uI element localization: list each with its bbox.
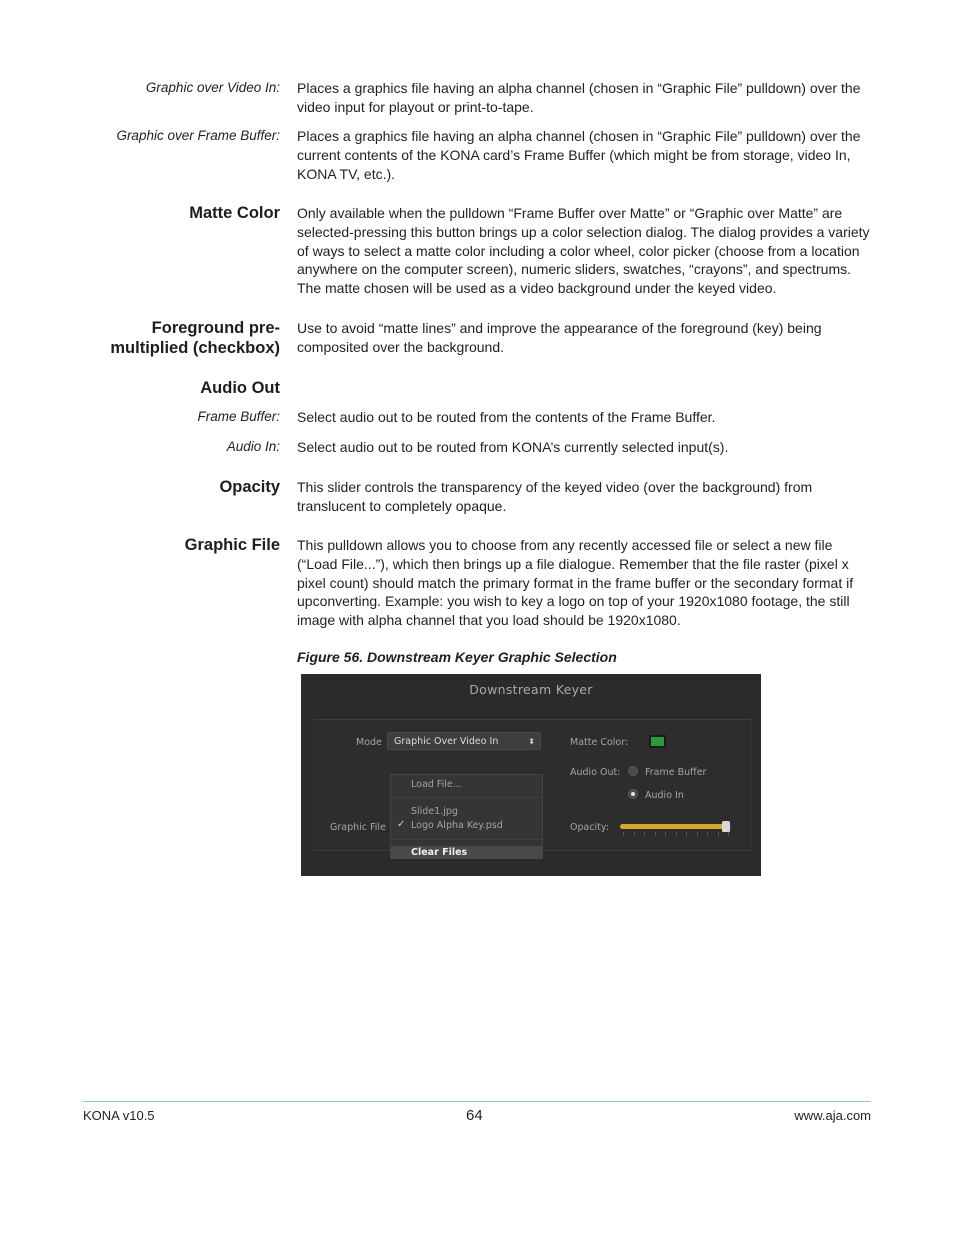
panel-title: Downstream Keyer bbox=[469, 682, 593, 697]
mode-value: Graphic Over Video In bbox=[394, 736, 499, 747]
opacity-slider-fill bbox=[620, 824, 726, 829]
graphic-file-menu bbox=[390, 774, 543, 859]
entry-text: Select audio out to be routed from KONA’s currently selected input(s). bbox=[297, 439, 729, 455]
page-number: 64 bbox=[466, 1107, 483, 1124]
slider-tick bbox=[697, 832, 698, 836]
downstream-keyer-screenshot bbox=[301, 674, 761, 876]
matte-color-label: Matte Color: bbox=[570, 737, 629, 748]
entry-heading: Audio Out bbox=[200, 379, 280, 397]
entry-heading: Matte Color bbox=[189, 204, 280, 222]
menu-separator bbox=[391, 839, 542, 840]
footer-website[interactable]: www.aja.com bbox=[794, 1108, 871, 1123]
select-arrows-icon: ⬍ bbox=[528, 737, 535, 746]
entry-label: Frame Buffer: bbox=[197, 409, 280, 424]
entry-text: Select audio out to be routed from the contents of the Frame Buffer. bbox=[297, 409, 716, 425]
radio-audio-in-label: Audio In bbox=[645, 790, 684, 801]
opacity-label: Opacity: bbox=[570, 822, 610, 833]
menu-separator bbox=[391, 797, 542, 798]
mode-label: Mode bbox=[356, 737, 382, 748]
opacity-slider-ticks bbox=[623, 832, 731, 836]
slider-tick bbox=[634, 832, 635, 836]
checkmark-icon: ✓ bbox=[397, 819, 406, 830]
entry-label: Audio In: bbox=[226, 439, 280, 454]
entry-heading bbox=[110, 318, 280, 358]
audio-out-label: Audio Out: bbox=[570, 767, 621, 778]
slider-tick bbox=[655, 832, 656, 836]
footer-rule bbox=[83, 1101, 871, 1102]
slider-tick bbox=[644, 832, 645, 836]
entry-heading-line-1: Foreground pre- bbox=[151, 319, 280, 337]
radio-audio-in[interactable] bbox=[628, 789, 638, 799]
slider-tick bbox=[707, 832, 708, 836]
figure-caption: Figure 56. Downstream Keyer Graphic Selection bbox=[297, 649, 617, 665]
entry-heading-line-2: multiplied (checkbox) bbox=[110, 339, 280, 357]
matte-color-swatch[interactable] bbox=[649, 735, 666, 748]
menu-item-load-file[interactable]: Load File... bbox=[411, 779, 462, 790]
slider-tick bbox=[728, 832, 729, 836]
entry-text: Only available when the pulldown “Frame Buffer over Matte” or “Graphic over Matte” are selected-pressing this button brings up a color selection dialog. The dialog provides a variety of ways to select a matte color including a color wheel, color picker (choose from a location anywhere on the computer screen), numeric sliders, swatches, “crayons”, and spectrums. The matte chosen will be used as a video background under the keyed video. bbox=[297, 205, 870, 297]
menu-item-file[interactable]: Slide1.jpg bbox=[411, 806, 458, 817]
slider-tick bbox=[623, 832, 624, 836]
radio-frame-buffer-label: Frame Buffer bbox=[645, 767, 707, 778]
entry-heading: Opacity bbox=[219, 478, 280, 496]
slider-tick bbox=[676, 832, 677, 836]
menu-item-file[interactable]: Logo Alpha Key.psd bbox=[411, 820, 503, 831]
entry-text: This slider controls the transparency of the keyed video (over the background) from translucent to completely opaque. bbox=[297, 479, 813, 514]
menu-item-clear-files-label: Clear Files bbox=[411, 847, 468, 858]
opacity-slider-thumb[interactable] bbox=[722, 821, 730, 832]
entry-label: Graphic over Video In: bbox=[145, 80, 280, 95]
slider-tick bbox=[686, 832, 687, 836]
footer-product: KONA v10.5 bbox=[83, 1108, 155, 1123]
radio-frame-buffer[interactable] bbox=[628, 766, 638, 776]
entry-heading: Graphic File bbox=[184, 536, 280, 554]
slider-tick bbox=[665, 832, 666, 836]
entry-text: This pulldown allows you to choose from any recently accessed file or select a new file (“Load File...”), which then brings up a file dialogue. Remember that the file raster (pixel x pixel count) should match the primary format in the frame buffer or the secondary format if upconverting. Example: you wish to key a logo on top of your 1920x1080 footage, the still image with alpha channel that you load should be 1920x1080. bbox=[297, 537, 854, 629]
opacity-slider[interactable] bbox=[620, 824, 732, 829]
entry-label: Graphic over Frame Buffer: bbox=[116, 128, 280, 143]
graphic-file-label: Graphic File bbox=[330, 822, 386, 833]
entry-text: Places a graphics file having an alpha channel (chosen in “Graphic File” pulldown) over the current contents of the KONA card’s Frame Buffer (which might be from storage, video In, KONA TV, etc.). bbox=[297, 128, 861, 182]
slider-tick bbox=[718, 832, 719, 836]
mode-select[interactable] bbox=[387, 732, 541, 750]
menu-item-clear-files[interactable] bbox=[391, 846, 542, 859]
entry-text: Use to avoid “matte lines” and improve the appearance of the foreground (key) being composited over the background. bbox=[297, 320, 822, 355]
entry-text: Places a graphics file having an alpha channel (chosen in “Graphic File” pulldown) over the video input for playout or print-to-tape. bbox=[297, 80, 861, 115]
